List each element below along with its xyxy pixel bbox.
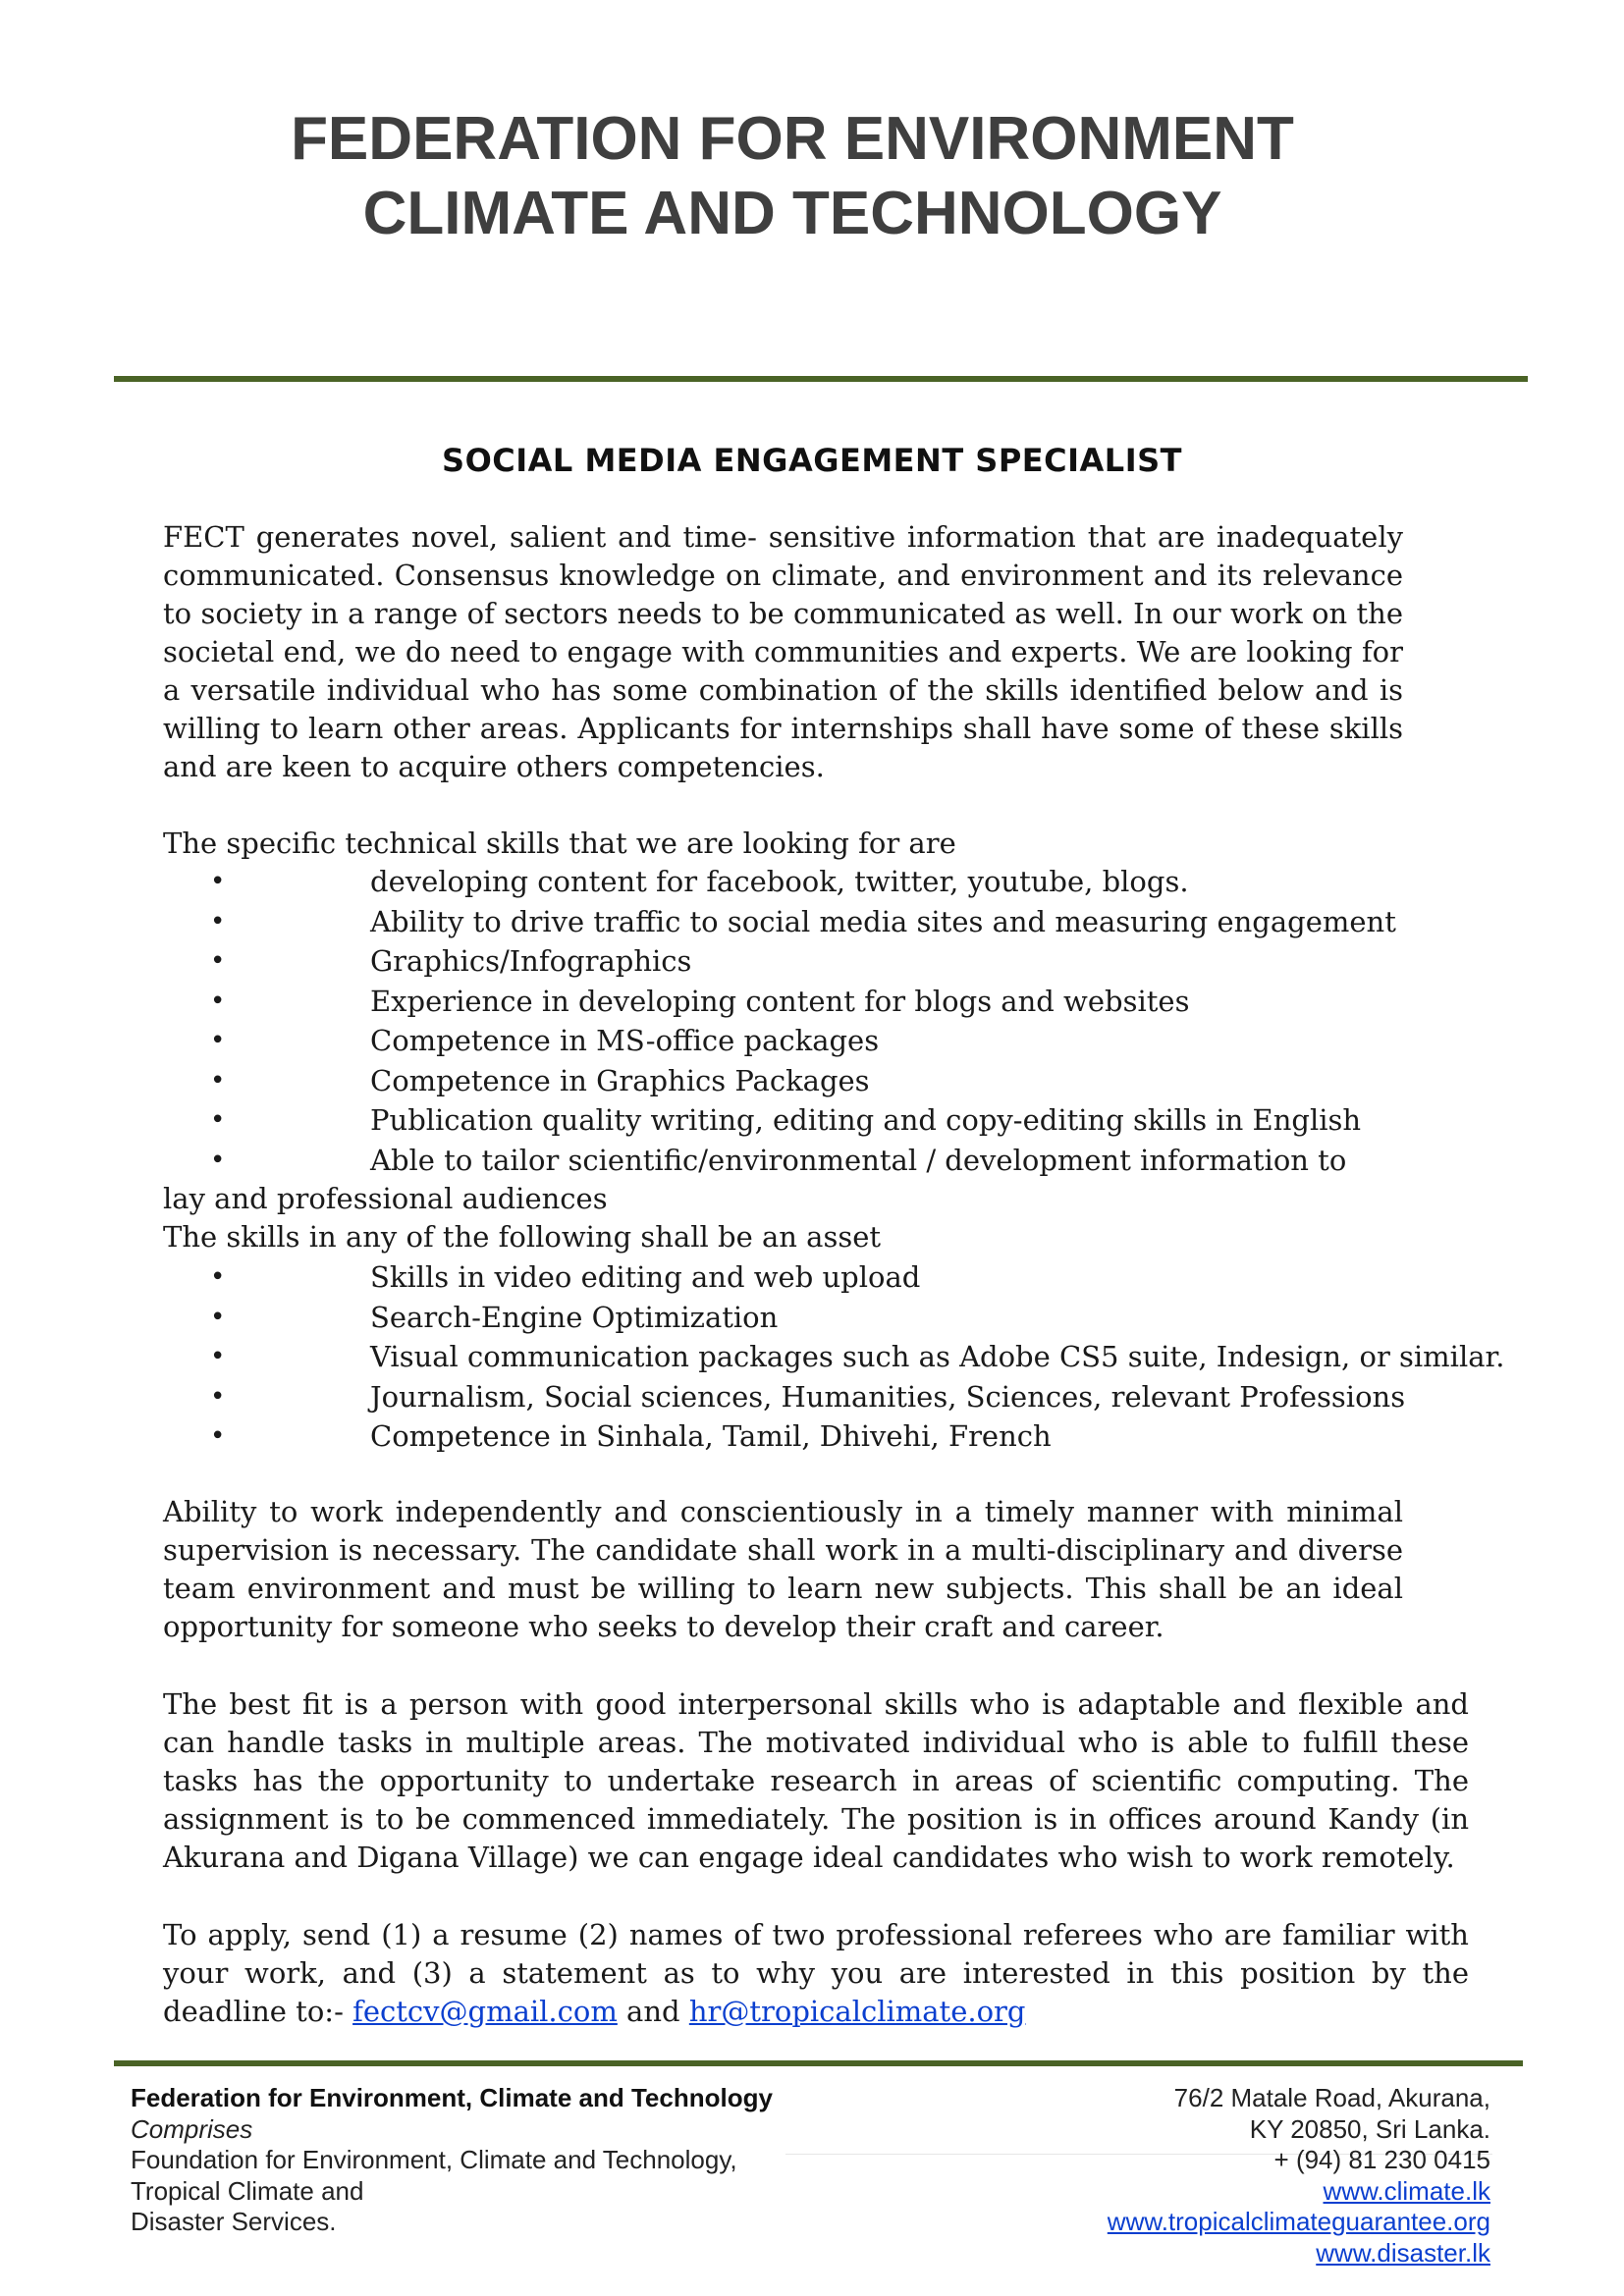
- bullet-icon: •: [210, 946, 226, 976]
- technical-skills-lead: The specific technical skills that we are looking for are: [163, 827, 956, 860]
- footer-contact: [1108, 2083, 1490, 2269]
- list-item: • Competence in MS-office packages: [163, 1021, 1479, 1061]
- bullet-icon: •: [210, 1145, 226, 1175]
- header-divider: [114, 376, 1528, 382]
- intro-paragraph: FECT generates novel, salient and time- sensitive information that are inadequately communicated. Consensus knowledge on climate, and environment and its relevance to society in a range of sectors needs to be communicated as well. In our work on the societal end, we do need to engage with communities and experts. We are looking for a versatile individual who has some combination of the skills identified below and is willing to learn other areas. Applicants for internships shall have some of these skills and are keen to acquire others competencies.: [163, 520, 1403, 783]
- list-item: • Journalism, Social sciences, Humanities, Sciences, relevant Professions: [163, 1377, 1479, 1417]
- bullet-icon: •: [210, 1105, 226, 1135]
- bullet-icon: •: [210, 906, 226, 936]
- bullet-icon: •: [210, 1342, 226, 1371]
- organization-title-line-1: FEDERATION FOR ENVIRONMENT: [291, 105, 1294, 173]
- apply-paragraph: [163, 1916, 1469, 2031]
- footer-phone: + (94) 81 230 0415: [1273, 2145, 1490, 2174]
- footer-member-2: Tropical Climate and: [131, 2175, 364, 2206]
- footer-address-line-1: 76/2 Matale Road, Akurana,: [1173, 2083, 1490, 2112]
- footer-organization: [131, 2083, 773, 2238]
- footer-address-line-2: KY 20850, Sri Lanka.: [1249, 2113, 1490, 2144]
- organization-title: [0, 102, 1585, 251]
- list-item: • Graphics/Infographics: [163, 941, 1479, 982]
- organization-title-line-2: CLIMATE AND TECHNOLOGY: [362, 180, 1222, 247]
- job-title: SOCIAL MEDIA ENGAGEMENT SPECIALIST: [442, 442, 1182, 479]
- apply-conjunction: and: [617, 1995, 689, 2028]
- list-item: • Competence in Sinhala, Tamil, Dhivehi, French: [163, 1416, 1479, 1457]
- technical-skills-wrap: lay and professional audiences: [163, 1182, 608, 1215]
- bullet-icon: •: [210, 1381, 226, 1412]
- bullet-icon: •: [210, 1421, 226, 1451]
- best-fit-paragraph: The best fit is a person with good interpersonal skills who is adaptable and flexible and can handle tasks in multiple areas. The motivated individual who is able to fulfill these tasks has the opportunity to undertake research in areas of scientific computing. The assignment is to be commenced immediately. The position is in offices around Kandy (in Akurana and Digana Village) we can engage ideal candidates who wish to work remotely.: [163, 1687, 1469, 1874]
- footer-link-disaster[interactable]: www.disaster.lk: [1316, 2237, 1490, 2268]
- footer-link-tropicalclimateguarantee[interactable]: www.tropicalclimateguarantee.org: [1107, 2207, 1490, 2236]
- bullet-icon: •: [210, 1065, 226, 1095]
- asset-skills-list: [163, 1257, 1505, 1457]
- footer-comprises: Comprises: [131, 2113, 253, 2144]
- footer-divider: [114, 2060, 1523, 2066]
- bullet-icon: •: [210, 986, 226, 1016]
- list-item: • Skills in video editing and web upload: [163, 1257, 1479, 1298]
- email-link-fectcv[interactable]: fectcv@gmail.com: [352, 1995, 618, 2028]
- list-item: • Ability to drive traffic to social media sites and measuring engagement: [163, 902, 1479, 942]
- bullet-icon: •: [210, 1026, 226, 1055]
- bullet-icon: •: [210, 867, 226, 896]
- bullet-icon: •: [210, 1302, 226, 1332]
- list-item: • Competence in Graphics Packages: [163, 1061, 1479, 1101]
- list-item: • developing content for facebook, twitter, youtube, blogs.: [163, 862, 1479, 902]
- asset-skills-lead: The skills in any of the following shall be an asset: [163, 1220, 882, 1254]
- technical-skills-list: [163, 862, 1479, 1180]
- footer-org-name: Federation for Environment, Climate and Technology: [131, 2083, 773, 2112]
- bullet-icon: •: [210, 1262, 226, 1292]
- list-item: • Search-Engine Optimization: [163, 1298, 1479, 1338]
- footer-link-climate[interactable]: www.climate.lk: [1323, 2175, 1490, 2206]
- list-item: • Able to tailor scientific/environmental / development information to: [163, 1141, 1479, 1181]
- footer-member-3: Disaster Services.: [131, 2207, 337, 2236]
- list-item: • Visual communication packages such as Adobe CS5 suite, Indesign, or similar.: [163, 1337, 1479, 1377]
- email-link-hr[interactable]: hr@tropicalclimate.org: [688, 1995, 1026, 2028]
- ability-paragraph: Ability to work independently and conscientiously in a timely manner with minimal supervision is necessary. The candidate shall work in a multi-disciplinary and diverse team environment and must be willing to learn new subjects. This shall be an ideal opportunity for someone who seeks to develop their craft and career.: [163, 1495, 1403, 1643]
- footer-member-1: Foundation for Environment, Climate and Technology,: [131, 2145, 737, 2174]
- list-item: • Experience in developing content for blogs and websites: [163, 982, 1479, 1022]
- list-item: • Publication quality writing, editing and copy-editing skills in English: [163, 1100, 1479, 1141]
- apply-text: To apply, send (1) a resume (2) names of two professional referees who are familiar with your work, and (3) a statement as to why you are interested in this position by the deadline to:-: [163, 1918, 1469, 2028]
